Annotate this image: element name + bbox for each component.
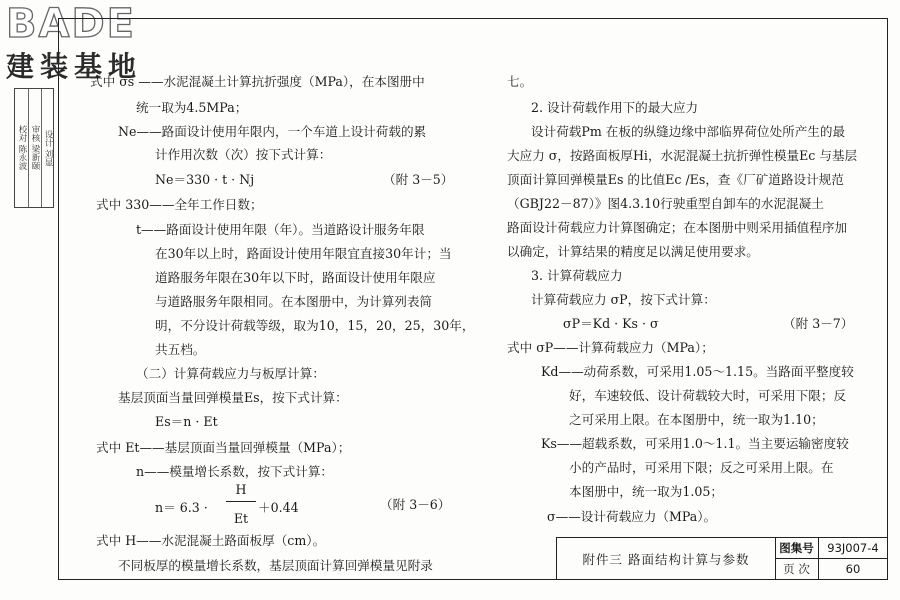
page-number: 60 xyxy=(845,562,861,576)
text-line: 基层顶面当量回弹模量Es，按下式计算： xyxy=(118,390,348,405)
signature-col: 校对 陈永波 xyxy=(15,89,29,207)
signature-col: 审核 梁新颐 xyxy=(28,89,42,207)
text-line: 顶面计算回弹模量Es 的比值Ec /Es，查《厂矿道路设计规范 xyxy=(507,172,844,187)
text-line: 之可采用上限。在本图册中，统一取为1.10； xyxy=(569,412,824,427)
text-line: 与道路服务年限相同。在本图册中，为计算列表简 xyxy=(155,294,433,309)
text-line: 本图册中，统一取为1.05； xyxy=(569,484,723,499)
section-heading: 2. 设计荷载作用下的最大应力 xyxy=(531,100,699,115)
text-line: Kd——动荷系数，可采用1.05～1.15。当路面平整度较 xyxy=(541,364,854,379)
formula-es: Es＝n · Et xyxy=(155,414,218,429)
section-heading: （二）计算荷载应力与板厚计算： xyxy=(136,366,325,381)
text-line: 大应力 σ，按路面板厚Hi，水泥混凝土抗折弹性模量Ec 与基层 xyxy=(507,148,858,163)
formula-ne: Ne＝330 · t · Nj xyxy=(155,172,255,187)
text-line: 统一取为4.5MPa； xyxy=(136,100,248,115)
text-line: 好，车速较低、设计荷载较大时，可采用下限；反 xyxy=(569,388,847,403)
text-line: 路面设计荷载应力计算图确定；在本图册中则采用插值程序加 xyxy=(507,220,848,235)
signature-block xyxy=(14,88,54,208)
title-block xyxy=(556,537,888,580)
atlas-number-label: 图集号 xyxy=(775,538,819,559)
formula-n-suffix: ＋0.44 xyxy=(258,500,299,515)
text-line: 式中 330——全年工作日数； xyxy=(96,197,263,212)
text-line: 道路服务年限在30年以下时，路面设计使用年限应 xyxy=(155,270,436,285)
text-line: 小的产品时，可采用下限；反之可采用上限。在 xyxy=(569,460,834,475)
logo-text: BADE xyxy=(6,1,136,47)
text-line: 式中 H——水泥混凝土路面板厚（cm）。 xyxy=(96,533,326,548)
text-line: n——模量增长系数，按下式计算： xyxy=(136,464,334,479)
equation-number: （附 3－7） xyxy=(783,316,854,331)
section-heading: 3. 计算荷载应力 xyxy=(531,268,623,283)
text-line: 以确定，计算结果的精度足以满足使用要求。 xyxy=(507,244,759,259)
text-line: 在30年以上时，路面设计使用年限宜直接30年计；当 xyxy=(155,246,452,261)
text-line: t——路面设计使用年限（年）。当道路设计服务年限 xyxy=(136,222,425,237)
text-line: Ne——路面设计使用年限内，一个车道上设计荷载的累 xyxy=(118,124,427,139)
text-line: 式中 σP——计算荷载应力（MPa）； xyxy=(507,340,714,355)
equation-number: （附 3－5） xyxy=(383,172,454,187)
text-line: 共五档。 xyxy=(155,342,206,357)
text-line: 式中 σs ——水泥混凝土计算抗折强度（MPa），在本图册中 xyxy=(90,74,425,89)
page-label: 页 次 xyxy=(775,559,819,579)
fraction-bar xyxy=(226,501,256,502)
text-line: 明，不分设计荷载等级，取为10，15，20，25，30年， xyxy=(155,318,475,333)
text-line: 计算荷载应力 σP，按下式计算： xyxy=(531,292,716,307)
atlas-number-value: 93J007-4 xyxy=(819,538,887,559)
text-line: （GBJ22－87）》图4.3.10行驶重型自卸车的水泥混凝土 xyxy=(507,196,824,211)
drawing-title: 附件三 路面结构计算与参数 xyxy=(557,538,776,579)
formula-sigma-p: σP＝Kd · Ks · σ xyxy=(563,316,659,331)
text-line: 式中 Et——基层顶面当量回弹模量（MPa）； xyxy=(96,440,351,455)
text-line: 计作用次数（次）按下式计算： xyxy=(155,147,332,162)
text-line: σ——设计荷载应力（MPa）。 xyxy=(547,509,717,524)
equation-number: （附 3－6） xyxy=(380,497,451,512)
formula-n-numerator: H xyxy=(235,482,247,497)
signature-col: 设计 刘显 xyxy=(43,129,53,167)
text-line: Ks——超载系数，可采用1.0～1.1。当主要运输密度较 xyxy=(541,436,849,451)
formula-n-denominator: Et xyxy=(233,511,249,526)
text-line: 七。 xyxy=(507,74,533,89)
formula-n-prefix: n＝ 6.3 · xyxy=(155,500,208,515)
text-line: 设计荷载Pm 在板的纵缝边缘中部临界荷位处所产生的最 xyxy=(531,124,846,139)
logo-subtext: 建装基地 xyxy=(6,50,143,83)
text-line: 不同板厚的模量增长系数，基层顶面计算回弹模量见附录 xyxy=(118,558,433,573)
